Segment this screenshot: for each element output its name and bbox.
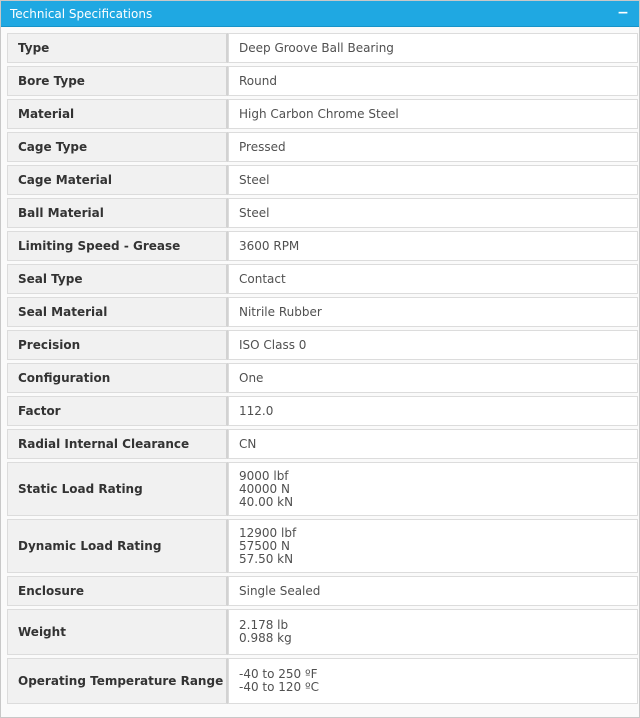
panel-title: Technical Specifications	[10, 7, 153, 21]
spec-value-line: CN	[239, 436, 257, 451]
spec-row	[7, 609, 638, 655]
spec-value	[228, 99, 638, 129]
spec-label: Configuration	[7, 363, 228, 393]
spec-row	[7, 658, 638, 704]
spec-value	[228, 429, 638, 459]
spec-label: Precision	[7, 330, 228, 360]
spec-row	[7, 396, 638, 426]
minus-icon[interactable]: −	[617, 5, 629, 21]
spec-label: Radial Internal Clearance	[7, 429, 228, 459]
spec-row	[7, 66, 638, 96]
spec-value-line: ISO Class 0	[239, 337, 307, 352]
spec-label: Cage Type	[7, 132, 228, 162]
spec-label: Factor	[7, 396, 228, 426]
spec-value-line: 57500 N	[239, 538, 290, 553]
spec-row	[7, 33, 638, 63]
spec-row	[7, 132, 638, 162]
spec-value-line: 40000 N	[239, 481, 290, 496]
spec-label: Type	[7, 33, 228, 63]
spec-value	[228, 264, 638, 294]
spec-value	[228, 33, 638, 63]
spec-value	[228, 330, 638, 360]
spec-value	[228, 519, 638, 573]
spec-value	[228, 363, 638, 393]
spec-row	[7, 165, 638, 195]
spec-value-line: -40 to 250 ºF	[239, 667, 318, 681]
spec-value-line: 112.0	[239, 403, 274, 418]
spec-value-line: Steel	[239, 205, 270, 220]
spec-row	[7, 576, 638, 606]
spec-value	[228, 66, 638, 96]
spec-row	[7, 519, 638, 573]
spec-value-line: Contact	[239, 271, 286, 286]
spec-label: Enclosure	[7, 576, 228, 606]
spec-label: Static Load Rating	[7, 462, 228, 516]
spec-row	[7, 231, 638, 261]
spec-row	[7, 363, 638, 393]
spec-value-line: 2.178 lb	[239, 618, 289, 632]
spec-row	[7, 99, 638, 129]
spec-value-line: One	[239, 370, 264, 385]
spec-value-line: 3600 RPM	[239, 238, 300, 253]
spec-value-line: Round	[239, 73, 277, 88]
spec-row	[7, 264, 638, 294]
spec-value-line: Deep Groove Ball Bearing	[239, 40, 394, 55]
spec-value	[228, 576, 638, 606]
spec-row	[7, 297, 638, 327]
spec-label: Cage Material	[7, 165, 228, 195]
spec-row	[7, 429, 638, 459]
spec-value	[228, 165, 638, 195]
spec-value-line: -40 to 120 ºC	[239, 680, 320, 694]
spec-value-line: Nitrile Rubber	[239, 304, 322, 319]
spec-label: Ball Material	[7, 198, 228, 228]
spec-label: Limiting Speed - Grease	[7, 231, 228, 261]
spec-value	[228, 231, 638, 261]
spec-value	[228, 396, 638, 426]
spec-value-line: Steel	[239, 172, 270, 187]
spec-label: Bore Type	[7, 66, 228, 96]
spec-row	[7, 330, 638, 360]
panel-header[interactable]	[1, 1, 639, 27]
spec-label: Operating Temperature Range	[7, 658, 228, 704]
spec-label: Seal Material	[7, 297, 228, 327]
spec-label: Dynamic Load Rating	[7, 519, 228, 573]
spec-label: Seal Type	[7, 264, 228, 294]
spec-value-line: 40.00 kN	[239, 494, 294, 509]
spec-value-line: 9000 lbf	[239, 468, 289, 483]
spec-label: Weight	[7, 609, 228, 655]
spec-value-line: 0.988 kg	[239, 631, 292, 645]
spec-value	[228, 609, 638, 655]
spec-value-line: 57.50 kN	[239, 551, 294, 566]
spec-row	[7, 462, 638, 516]
spec-value	[228, 297, 638, 327]
spec-row	[7, 198, 638, 228]
spec-value	[228, 198, 638, 228]
spec-value	[228, 658, 638, 704]
spec-value-line: High Carbon Chrome Steel	[239, 106, 399, 121]
spec-label: Material	[7, 99, 228, 129]
spec-value-line: Single Sealed	[239, 583, 321, 598]
spec-value-line: 12900 lbf	[239, 525, 297, 540]
spec-value	[228, 132, 638, 162]
spec-value-line: Pressed	[239, 139, 286, 154]
spec-value	[228, 462, 638, 516]
specifications-table	[7, 30, 638, 707]
